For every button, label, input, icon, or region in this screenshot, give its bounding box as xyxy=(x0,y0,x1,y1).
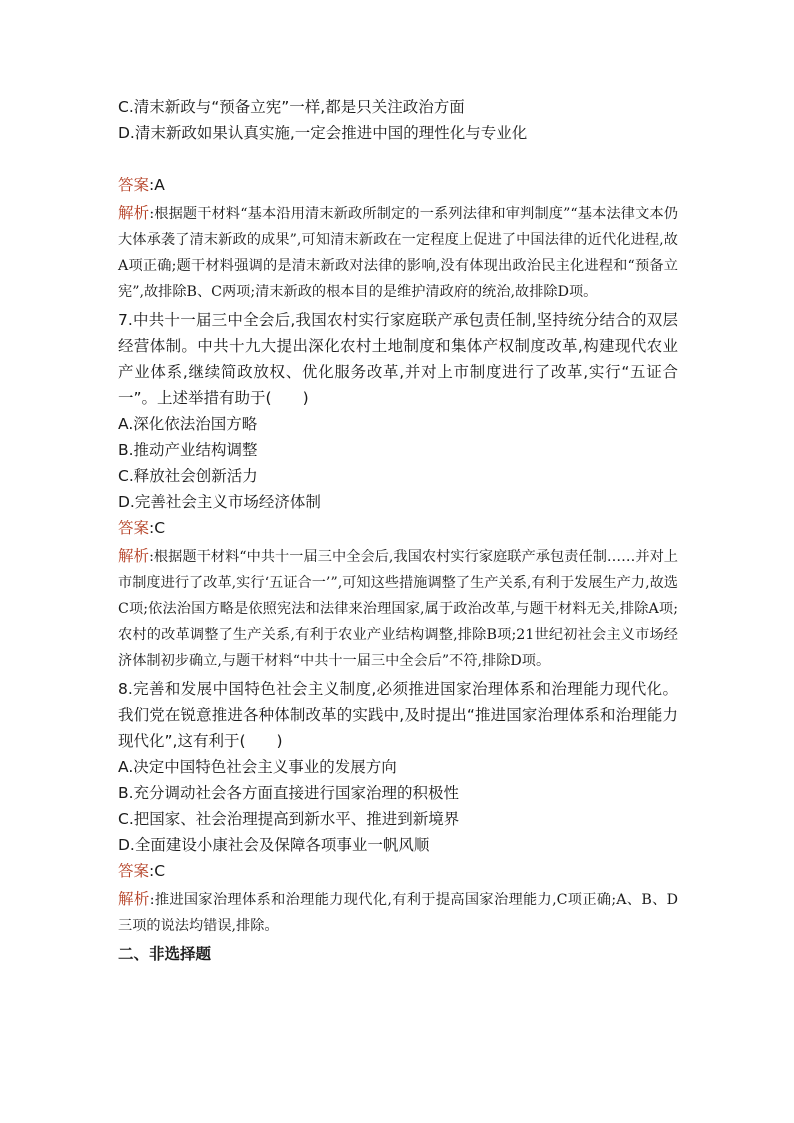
q6-option-c: D.清末新政如果认真实施,一定会推进中国的理性化与专业化 xyxy=(118,124,528,142)
q6-answer xyxy=(118,172,678,198)
q6-explanation xyxy=(118,200,678,305)
q7-option-a: A.深化依法治国方略 xyxy=(118,415,258,433)
q8-option-a: A.决定中国特色社会主义事业的发展方向 xyxy=(118,758,397,776)
q7-stem: 7.中共十一届三中全会后,我国农村实行家庭联产承包责任制,坚持统分结合的双层经营体制。中共十九大提出深化农村土地制度和集体产权制度改革,构建现代农业产业体系,继续简政放权、优化服务改革,并对上市制度进行了改革,实行“五证合一”。上述举措有助于( ) xyxy=(118,311,678,407)
explanation-label: 解析 xyxy=(118,547,150,565)
q6-option-b: C.清末新政与“预备立宪”一样,都是只关注政治方面 xyxy=(118,98,465,116)
answer-label: 答案 xyxy=(118,176,150,194)
answer-label: 答案 xyxy=(118,862,150,880)
q7-answer xyxy=(118,515,678,541)
q8-option-c: C.把国家、社会治理提高到新水平、推进到新境界 xyxy=(118,810,460,828)
q7-explanation xyxy=(118,543,678,674)
q8-explanation-text: :推进国家治理体系和治理能力现代化,有利于提高国家治理能力,C项正确;A、B、D三项的说法均错误,排除。 xyxy=(118,892,678,934)
q6-option-d xyxy=(118,146,678,172)
q8-answer-value: :C xyxy=(149,862,166,880)
q7-explanation-text: :根据题干材料“中共十一届三中全会后,我国农村实行家庭联产承包责任制……并对上市制度进行了改革,实行‘五证合一’”,可知这些措施调整了生产关系,有利于发展生产力,故选C项;依法治国方略是依照宪法和法律来治理国家,属于政治改革,与题干材料无关,排除A项;农村的改革调整了生产关系,有利于农业产业结构调整,排除B项;21世纪初社会主义市场经济体制初步确立,与题干材料“中共十一届三中全会后”不符,排除D项。 xyxy=(118,549,678,669)
q6-explanation-text: :根据题干材料“基本沿用清末新政所制定的一系列法律和审判制度”“基本法律文本仍大体承袭了清末新政的成果”,可知清末新政在一定程度上促进了中国法律的近代化进程,故A项正确;题干材料强调的是清末新政对法律的影响,没有体现出政治民主化进程和“预备立宪”,故排除B、C两项;清末新政的根本目的是维护清政府的统治,故排除D项。 xyxy=(118,206,678,300)
q7-option-c: C.释放社会创新活力 xyxy=(118,467,258,485)
q8-stem: 8.完善和发展中国特色社会主义制度,必须推进国家治理体系和治理能力现代化。我们党在锐意推进各种体制改革的实践中,及时提出“推进国家治理体系和治理能力现代化”,这有利于( ) xyxy=(118,680,678,750)
explanation-label: 解析 xyxy=(118,890,150,908)
q8-explanation xyxy=(118,886,678,939)
q7-option-d: D.完善社会主义市场经济体制 xyxy=(118,493,321,511)
explanation-label: 解析 xyxy=(118,204,150,222)
section-heading: 二、非选择题 xyxy=(118,945,212,963)
q8-option-d: D.全面建设小康社会及保障各项事业一帆风顺 xyxy=(118,836,430,854)
answer-label: 答案 xyxy=(118,519,150,537)
q6-answer-value: :A xyxy=(149,176,165,194)
document-page xyxy=(118,94,678,967)
q8-answer xyxy=(118,858,678,884)
q7-option-b: B.推动产业结构调整 xyxy=(118,441,258,459)
q8-option-b: B.充分调动社会各方面直接进行国家治理的积极性 xyxy=(118,784,460,802)
q7-answer-value: :C xyxy=(149,519,166,537)
